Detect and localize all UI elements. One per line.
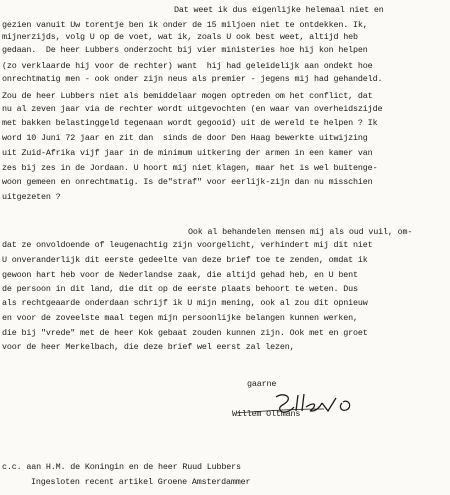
letter-line: onrechtmatig men - ook onder zijn neus als premier - jegens mij had gehandeld.	[2, 74, 383, 84]
letter-line: nu al zeven jaar via de rechter wordt uitgevochten (en waar van overheidszijde	[2, 104, 383, 114]
letter-line: dat ze onvoldoende of leugenachtig zijn voorgelicht, verhindert mij dit niet	[2, 240, 373, 250]
closing-text: gaarne	[247, 379, 277, 389]
letter-line: de persoon in dit land, die dit op de eerste plaats behoort te weten. Dus	[2, 284, 358, 294]
letter-line: Ook al behandelen mensen mij als oud vuil, om-	[188, 227, 413, 237]
letter-line: Dat weet ik dus eigenlijke helemaal niet en	[174, 5, 384, 15]
letter-line: die bij "vrede" met de heer Kok gebaat zouden kunnen zijn. Ook met en groet	[2, 328, 368, 338]
letter-line: gezien vanuit Uw torentje ben ik onder de 15 miljoen niet te ontdekken. Ik,	[2, 20, 368, 30]
letter-line: word 10 Juni 72 jaar en zit dan sinds de door Den Haag bewerkte uitwijzing	[2, 133, 368, 143]
letter-line: gedaan. De heer Lubbers onderzocht bij vier ministeries hoe hij kon helpen	[2, 45, 368, 55]
letter-line: zes bij zes in de Jordaan. U hoort mij niet klagen, maar het is wel buitenge-	[2, 163, 378, 173]
letter-line: uit Zuid-Afrika vijf jaar in de minimum uitkering der armen in een kamer van	[2, 148, 373, 158]
letter-line: uitgezeten ?	[2, 192, 61, 202]
letter-line: voor de heer Merkelbach, die deze brief wel eerst zal lezen,	[2, 342, 295, 352]
letter-line: gewoon hart heb voor de Nederlandse zaak, die altijd gehad heb, en U bent	[2, 270, 358, 280]
letter-line: Zou de heer Lubbers niet als bemiddelaar mogen optreden om het conflict, dat	[2, 91, 373, 101]
letter-line: U onveranderlijk dit eerste gedeelte van deze brief toe te zenden, omdat ik	[2, 255, 368, 265]
letter-line: met bakken belastinggeld tegenaan wordt gegooid) uit de wereld te helpen ? Ik	[2, 118, 378, 128]
letter-line: (zo verklaarde hij voor de rechter) want hij had geleidelijk aan ondekt hoe	[2, 61, 373, 71]
letter-line: als rechtgeaarde onderdaan schrijf ik U mijn mening, ook al zou dit opnieuw	[2, 298, 368, 308]
letter-line: woon gemeen en onrechtmatig. Is de"straf" voor eerlijk-zijn dan nu misschien	[2, 177, 373, 187]
letter-line: mijnerzijds, volg U op de voet, wat ik, zoals U ook best weet, altijd heb	[2, 32, 358, 42]
cc-line: Ingesloten recent artikel Groene Amsterdammer	[31, 477, 251, 487]
letter-line: en voor de zoveelste maal tegen mijn persoonlijke belangen kunnen werken,	[2, 313, 358, 323]
signatory-name: Willem Oltmans	[232, 409, 301, 419]
cc-line: c.c. aan H.M. de Koningin en de heer Ruud Lubbers	[2, 462, 241, 472]
